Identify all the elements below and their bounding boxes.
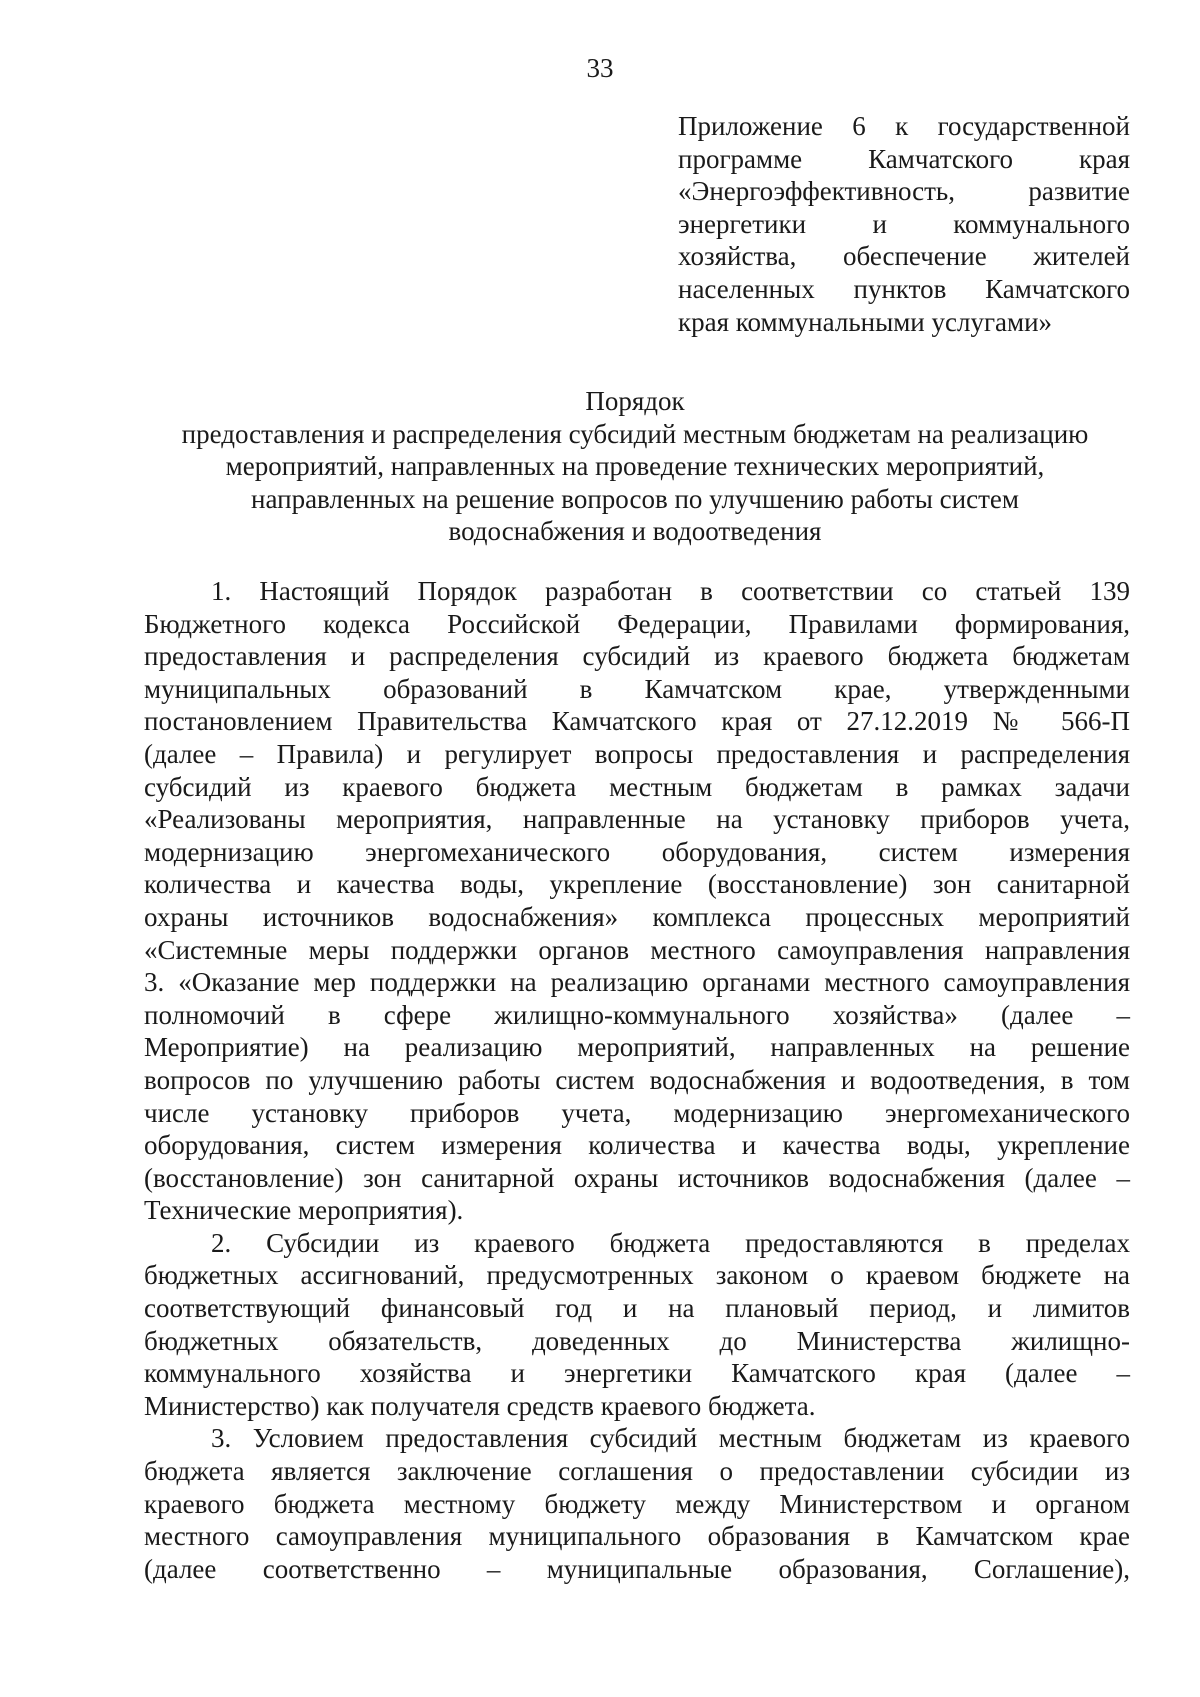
document-title-line: направленных на решение вопросов по улучшению работы систем: [251, 483, 1019, 514]
document-title-line: мероприятий, направленных на проведение технических мероприятий,: [225, 451, 1045, 482]
appendix-note-line: населенных пунктов Камчатского: [678, 273, 1130, 304]
paragraph-3-line: местного самоуправления муниципального образования в Камчатском крае: [144, 1521, 1130, 1552]
paragraph-2-line: соответствующий финансовый год и на плановый период, и лимитов: [144, 1293, 1130, 1324]
paragraph-2-line: 2. Субсидии из краевого бюджета предоставляются в пределах: [211, 1227, 1130, 1258]
paragraph-1-line: модернизацию энергомеханического оборудования, систем измерения: [144, 836, 1130, 867]
paragraph-1-line: Бюджетного кодекса Российской Федерации, Правилами формирования,: [144, 608, 1130, 639]
appendix-note-line: края коммунальными услугами»: [678, 306, 1053, 337]
paragraph-1-line: 3. «Оказание мер поддержки на реализацию органами местного самоуправления: [144, 967, 1130, 998]
paragraph-3-line: 3. Условием предоставления субсидий местным бюджетам из краевого: [211, 1423, 1130, 1454]
paragraph-1-line: полномочий в сфере жилищно-коммунального хозяйства» (далее –: [144, 999, 1130, 1030]
paragraph-1-line: муниципальных образований в Камчатском крае, утвержденными: [144, 673, 1130, 704]
paragraph-1-line: оборудования, систем измерения количества и качества воды, укрепление: [144, 1130, 1130, 1161]
paragraph-1-line: предоставления и распределения субсидий из краевого бюджета бюджетам: [144, 641, 1130, 672]
paragraph-2-line: Министерство) как получателя средств краевого бюджета.: [144, 1390, 816, 1421]
paragraph-1-line: 1. Настоящий Порядок разработан в соответствии со статьей 139: [211, 576, 1130, 606]
page-number: 33: [586, 53, 614, 83]
paragraph-3-line: бюджета является заключение соглашения о предоставлении субсидии из: [144, 1456, 1130, 1487]
document-title: [140, 385, 1130, 548]
document-title-heading: Порядок: [585, 386, 685, 416]
paragraph-2-line: коммунального хозяйства и энергетики Камчатского края (далее –: [144, 1358, 1130, 1389]
paragraph-2-line: бюджетных обязательств, доведенных до Министерства жилищно-: [144, 1325, 1130, 1356]
paragraph-1-line: Мероприятие) на реализацию мероприятий, направленных на решение: [144, 1032, 1130, 1063]
appendix-note-line: «Энергоэффективность, развитие: [678, 176, 1130, 207]
appendix-note-line: программе Камчатского края: [678, 143, 1130, 174]
paragraph-1-line: «Системные меры поддержки органов местного самоуправления направления: [144, 934, 1130, 965]
paragraph-1-line: охраны источников водоснабжения» комплекса процессных мероприятий: [144, 901, 1130, 932]
paragraph-1-line: (далее – Правила) и регулирует вопросы предоставления и распределения: [144, 738, 1130, 769]
document-title-line: предоставления и распределения субсидий местным бюджетам на реализацию: [181, 418, 1089, 449]
paragraph-3-line: (далее соответственно – муниципальные образования, Соглашение),: [144, 1553, 1130, 1584]
paragraph-1-line: (восстановление) зон санитарной охраны источников водоснабжения (далее –: [144, 1162, 1130, 1193]
appendix-note-line: энергетики и коммунального: [678, 208, 1130, 239]
paragraph-1-line: количества и качества воды, укрепление (восстановление) зон санитарной: [144, 869, 1130, 900]
paragraph-1-line: постановлением Правительства Камчатского края от 27.12.2019 № 566-П: [144, 706, 1130, 737]
paragraph-2-line: бюджетных ассигнований, предусмотренных законом о краевом бюджете на: [144, 1260, 1130, 1291]
paragraph-1-line: «Реализованы мероприятия, направленные на установку приборов учета,: [144, 804, 1130, 835]
paragraph-1-line: Технические мероприятия).: [144, 1195, 464, 1226]
paragraph-1-line: субсидий из краевого бюджета местным бюджетам в рамках задачи: [144, 771, 1130, 802]
appendix-note-line: Приложение 6 к государственной: [678, 111, 1130, 141]
paragraph-3-line: краевого бюджета местному бюджету между Министерством и органом: [144, 1488, 1130, 1519]
document-title-line: водоснабжения и водоотведения: [448, 516, 822, 547]
paragraph-1-line: числе установку приборов учета, модернизацию энергомеханического: [144, 1097, 1130, 1128]
appendix-note: [678, 110, 1130, 338]
appendix-note-line: хозяйства, обеспечение жителей: [678, 241, 1130, 272]
paragraph-1-line: вопросов по улучшению работы систем водоснабжения и водоотведения, в том: [144, 1064, 1130, 1095]
body-text: [144, 575, 1130, 1585]
